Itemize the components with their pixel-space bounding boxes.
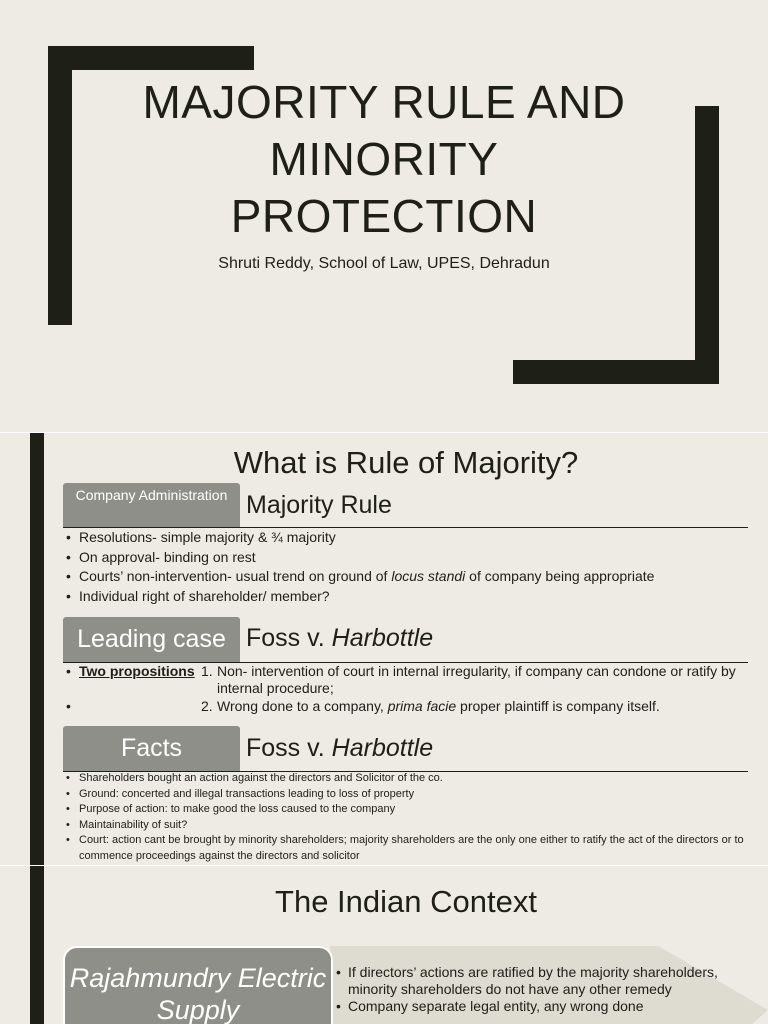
title-slide bbox=[0, 0, 768, 432]
indian-context-slide bbox=[0, 866, 768, 1024]
list-item: • Resolutions- simple majority & ¾ majority bbox=[66, 528, 756, 548]
list-item: • Company separate legal entity, any wrong done bbox=[336, 998, 736, 1015]
proposition-row-2: • 2. Wrong done to a company, prima facie proper plaintiff is company itself. bbox=[66, 698, 756, 716]
bracket-top-left-horizontal bbox=[48, 46, 254, 70]
title-line-2: MINORITY bbox=[269, 133, 499, 185]
bracket-bottom-right-vertical bbox=[695, 106, 719, 384]
bracket-bottom-right-horizontal bbox=[513, 360, 719, 384]
list-item: • Maintainability of suit? bbox=[66, 818, 752, 834]
list-item: • Ground: concerted and illegal transactions leading to loss of property bbox=[66, 787, 752, 803]
facts-list bbox=[66, 771, 752, 864]
list-item: • Individual right of shareholder/ member? bbox=[66, 587, 756, 607]
proposition-2: Wrong done to a company, prima facie proper plaintiff is company itself. bbox=[217, 698, 660, 714]
rule-of-majority-slide bbox=[0, 433, 768, 865]
list-item: • If directors’ actions are ratified by the majority shareholders, minority shareholders do not have any other remedy bbox=[336, 964, 736, 998]
title-line-3: PROTECTION bbox=[230, 190, 538, 242]
proposition-1: Non- intervention of court in internal irregularity, if company can condone or ratify by internal procedure; bbox=[217, 663, 736, 696]
section-title-foss-v-harbottle-facts: Foss v. Harbottle bbox=[246, 734, 434, 762]
majority-rule-list bbox=[66, 528, 756, 606]
slide-heading: What is Rule of Majority? bbox=[233, 445, 579, 480]
propositions-label: Two propositions bbox=[79, 663, 195, 679]
tab-company-administration: Company Administration bbox=[63, 483, 240, 527]
list-item: • Shareholders bought an action against the directors and Solicitor of the co. bbox=[66, 771, 752, 787]
tab-facts: Facts bbox=[63, 726, 240, 772]
list-item: • Purpose of action: to make good the loss caused to the company bbox=[66, 802, 752, 818]
left-accent-bar bbox=[30, 866, 44, 1024]
indian-context-list bbox=[336, 964, 736, 1015]
section-title-foss-v-harbottle: Foss v. Harbottle bbox=[246, 624, 434, 652]
list-item: • On approval- binding on rest bbox=[66, 548, 756, 568]
case-box-rajahmundry: Rajahmundry Electric Supply bbox=[63, 946, 333, 1024]
section-title-majority-rule: Majority Rule bbox=[246, 491, 392, 519]
title-line-1: MAJORITY RULE AND bbox=[142, 76, 626, 128]
proposition-row-1: • Two propositions 1. Non- intervention of court in internal irregularity, if company can condone or ratify by internal procedure; bbox=[66, 663, 756, 697]
slide-subtitle: Shruti Reddy, School of Law, UPES, Dehradun bbox=[218, 255, 550, 272]
list-item: • Court: action cant be brought by minority shareholders; majority shareholders are the only one either to ratify the act of the directors or to commence proceedings against the directors and solicitor bbox=[66, 833, 752, 864]
tab-leading-case: Leading case bbox=[63, 617, 240, 663]
list-item: • Courts’ non-intervention- usual trend on ground of locus standi of company being appropriate bbox=[66, 567, 756, 587]
left-accent-bar bbox=[30, 433, 44, 865]
slide-title bbox=[130, 74, 638, 245]
bracket-top-left-vertical bbox=[48, 46, 72, 325]
slide-heading: The Indian Context bbox=[275, 884, 537, 919]
